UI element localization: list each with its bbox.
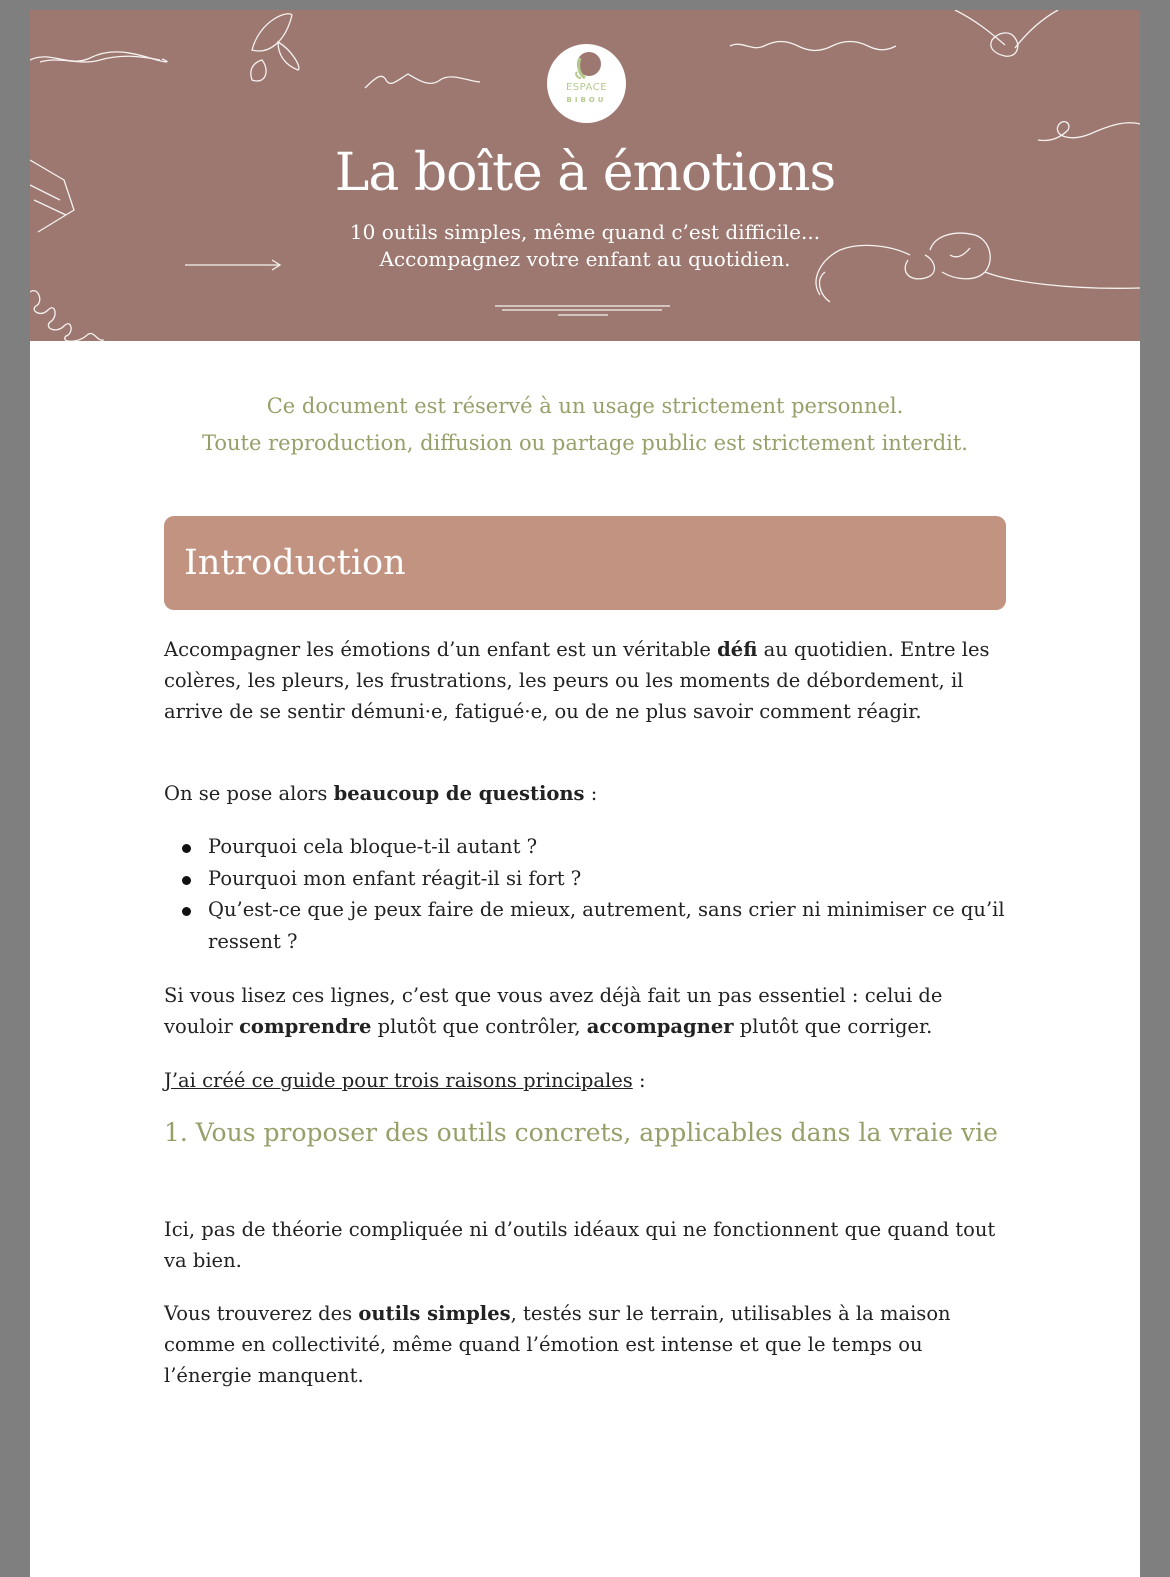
usage-notice-line-2: Toute reproduction, diffusion ou partage public est strictement interdit. — [202, 431, 968, 455]
reasons-heading — [164, 1066, 646, 1096]
no-theory-paragraph: Ici, pas de théorie compliquée ni d’outils idéaux qui ne fonctionnent que quand tout va bien. — [164, 1218, 996, 1272]
list-item — [208, 831, 1058, 863]
document-page — [30, 10, 1140, 1577]
reason-1-heading: 1. Vous proposer des outils concrets, applicables dans la vraie vie — [164, 1118, 998, 1147]
bullet-icon — [182, 844, 191, 853]
usage-notice-line-1: Ce document est réservé à un usage strictement personnel. — [266, 394, 904, 418]
list-item-text: Qu’est-ce que je peux faire de mieux, autrement, sans crier ni minimiser ce qu’il ressent ? — [208, 898, 1005, 953]
text-run: , testés sur le terrain, utilisables à la maison comme en collectivité, même quand l’émotion est intense et que le temps ou l’énergie manquent. — [164, 1302, 951, 1387]
bold-text: outils simples — [358, 1302, 511, 1325]
motivation-paragraph — [164, 980, 1014, 1042]
subtitle-line-1: 10 outils simples, même quand c’est difficile... — [349, 220, 821, 244]
leaf-icon — [547, 44, 626, 84]
bullet-icon — [182, 907, 191, 916]
bold-text: défi — [717, 638, 758, 661]
text-run: : — [632, 1069, 646, 1092]
text-run: au quotidien. Entre les colères, les pleurs, les frustrations, les peurs ou les moments de débordement, il arrive de se sentir démuni·e, fatigué·e, ou de ne plus savoir comment réagir. — [164, 638, 990, 723]
text-run: plutôt que contrôler, — [371, 1015, 587, 1038]
questions-lead — [164, 778, 1014, 809]
header-banner — [30, 10, 1140, 341]
bold-text: beaucoup de questions — [333, 782, 585, 805]
questions-list — [164, 831, 1058, 957]
bold-text: accompagner — [586, 1015, 734, 1038]
list-item-text: Pourquoi mon enfant réagit-il si fort ? — [208, 866, 582, 890]
intro-paragraph — [164, 634, 1014, 727]
page-title: La boîte à émotions — [334, 143, 836, 203]
logo-wordmark: ESPACE — [565, 82, 608, 93]
text-run: On se pose alors — [164, 782, 334, 805]
bullet-icon — [182, 876, 191, 885]
logo-subword: BIBOU — [566, 96, 607, 104]
underlined-text: J’ai créé ce guide pour trois raisons principales — [164, 1069, 633, 1092]
list-item — [208, 894, 1058, 957]
espace-bibou-logo — [547, 44, 626, 123]
simple-tools-paragraph — [164, 1298, 1014, 1391]
text-run: Vous trouverez des — [164, 1302, 359, 1325]
text-run: Accompagner les émotions d’un enfant est un véritable — [164, 638, 718, 661]
subtitle-line-2: Accompagnez votre enfant au quotidien. — [379, 247, 791, 271]
bold-text: comprendre — [239, 1015, 372, 1038]
section-title: Introduction — [184, 543, 406, 583]
text-run: plutôt que corriger. — [733, 1015, 933, 1038]
list-item — [208, 863, 1058, 895]
section-header — [164, 516, 1006, 610]
text-run: Si vous lisez ces lignes, c’est que vous avez déjà fait un pas essentiel : celui de vouloir — [164, 984, 943, 1038]
text-run: : — [584, 782, 598, 805]
list-item-text: Pourquoi cela bloque-t-il autant ? — [208, 835, 538, 858]
